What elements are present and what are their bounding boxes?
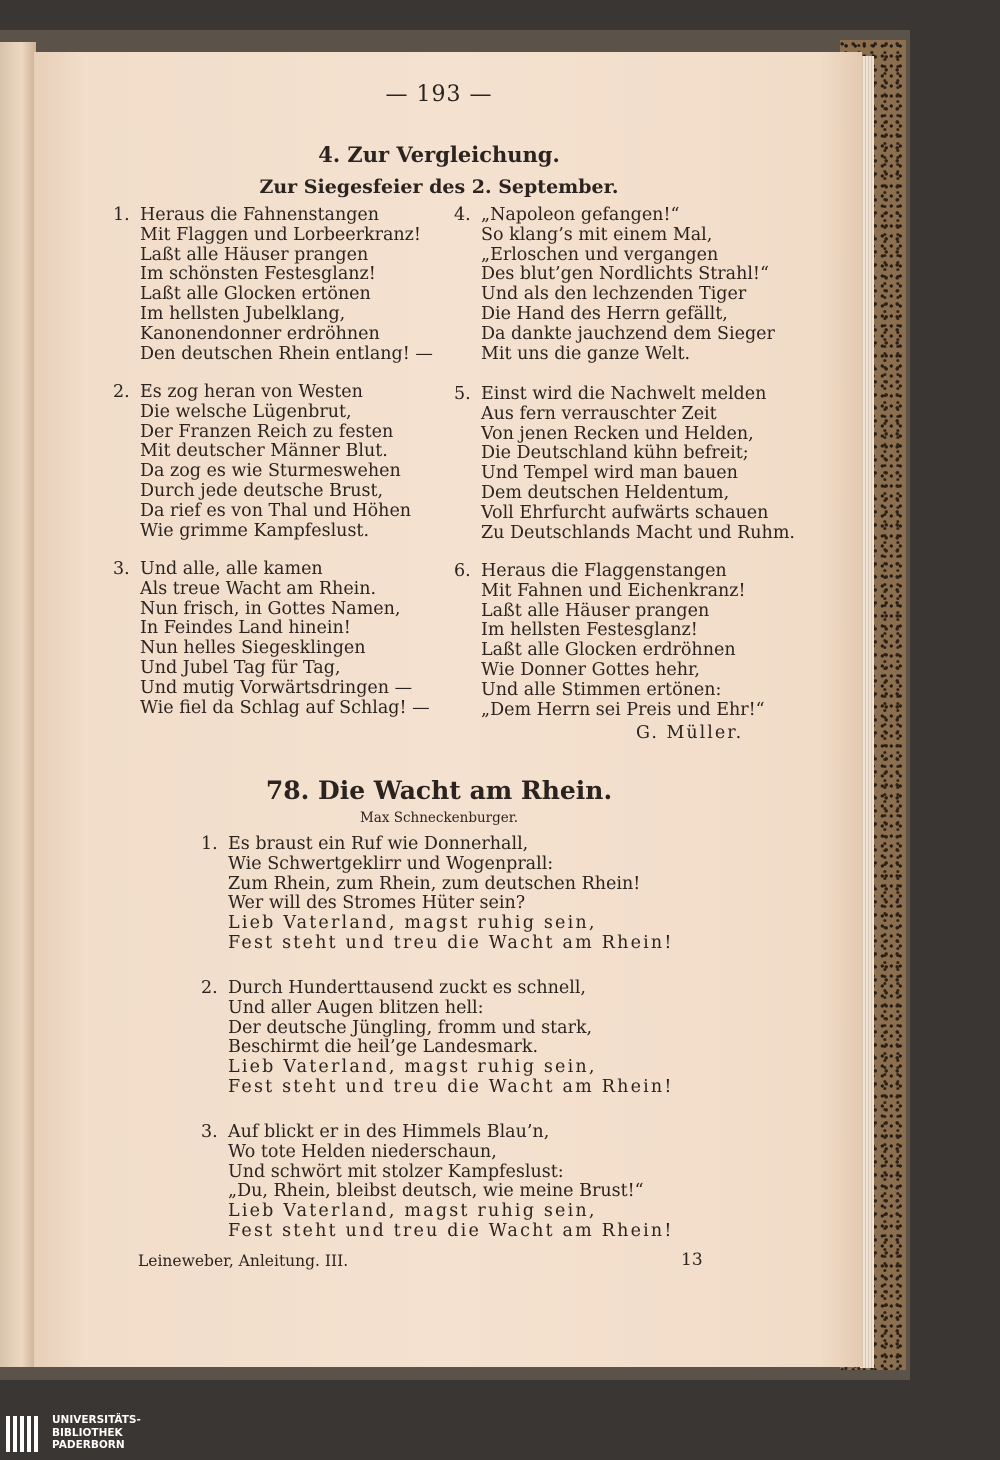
verse-line: Wie fiel da Schlag auf Schlag! — — [140, 697, 430, 718]
logo-line: UNIVERSITÄTS- — [52, 1414, 141, 1426]
verse-line: Zu Deutschlands Macht und Ruhm. — [481, 522, 795, 543]
verse-line: Wer will des Stromes Hüter sein? — [228, 893, 526, 914]
verse-line: Im hellsten Jubelklang, — [140, 303, 346, 324]
verse-line: Heraus die Flaggenstangen — [481, 561, 727, 581]
verse-line: Einst wird die Nachwelt melden — [481, 384, 767, 404]
verse-line: Mit uns die ganze Welt. — [481, 343, 691, 364]
verse-line: Und aller Augen blitzen hell: — [228, 997, 484, 1018]
verse-line: Wie Donner Gottes hehr, — [481, 659, 700, 680]
library-logo-icon — [6, 1416, 40, 1452]
verse-line: Voll Ehrfurcht aufwärts schauen — [481, 502, 769, 523]
song-stanza-1 — [201, 834, 674, 954]
stanza-number: 4. — [454, 205, 471, 225]
verse-line: Und mutig Vorwärtsdringen — — [140, 677, 413, 698]
poem-stanza-2 — [113, 382, 412, 541]
verse-line: Und alle, alle kamen — [140, 559, 323, 579]
verse-line: Zum Rhein, zum Rhein, zum deutschen Rhein! — [228, 873, 641, 894]
refrain-line: Lieb Vaterland, magst ruhig sein, — [228, 1057, 597, 1078]
stanza-number: 3. — [201, 1122, 218, 1142]
verse-line: Da dankte jauchzend dem Sieger — [481, 323, 775, 344]
page-stack-edge — [860, 56, 874, 1368]
verse-line: Und alle Stimmen ertönen: — [481, 679, 722, 700]
logo-line: PADERBORN — [52, 1439, 125, 1451]
song-stanza-2 — [201, 978, 674, 1098]
verse-line: Laßt alle Häuser prangen — [481, 600, 710, 621]
verse-line: Auf blickt er in des Himmels Blau’n, — [228, 1122, 550, 1142]
footer-source: Leineweber, Anleitung. III. — [138, 1252, 349, 1270]
section-title: 4. Zur Vergleichung. — [318, 142, 560, 167]
verse-line: Nun helles Siegesklingen — [140, 638, 366, 659]
stanza-number: 2. — [201, 978, 218, 998]
verse-line: Die welsche Lügenbrut, — [140, 401, 352, 422]
library-logo-text — [52, 1414, 141, 1452]
song-stanza-3 — [201, 1122, 674, 1242]
poem-author: G. Müller. — [636, 723, 744, 743]
stanza-number: 1. — [113, 205, 130, 225]
poem-stanza-5 — [454, 384, 795, 543]
verse-line: Dem deutschen Heldentum, — [481, 482, 730, 503]
verse-line: Im hellsten Festesglanz! — [481, 620, 698, 641]
verse-line: Die Deutschland kühn befreit; — [481, 443, 749, 464]
verse-line: In Feindes Land hinein! — [140, 618, 351, 639]
verse-line: Aus fern verrauschter Zeit — [481, 403, 717, 424]
verse-line: Laßt alle Häuser prangen — [140, 244, 369, 265]
refrain-line: Fest steht und treu die Wacht am Rhein! — [228, 1076, 674, 1097]
verse-line: Es zog heran von Westen — [140, 382, 363, 402]
verse-line: Heraus die Fahnenstangen — [140, 205, 380, 225]
book-page — [34, 52, 862, 1367]
verse-line: Und als den lechzenden Tiger — [481, 284, 747, 305]
verse-line: Da rief es von Thal und Höhen — [140, 500, 412, 521]
verse-line: Wo tote Helden niederschaun, — [228, 1141, 497, 1162]
verse-line: „Erloschen und vergangen — [481, 244, 719, 265]
verse-line: Von jenen Recken und Helden, — [481, 423, 754, 444]
verse-line: Wie grimme Kampfeslust. — [140, 520, 370, 541]
verse-line: Mit Flaggen und Lorbeerkranz! — [140, 224, 421, 245]
signature-mark: 13 — [681, 1250, 703, 1270]
poem-title: Zur Siegesfeier des 2. September. — [259, 176, 619, 198]
stanza-number: 2. — [113, 382, 130, 402]
verse-line: Es braust ein Ruf wie Donnerhall, — [228, 834, 529, 854]
verse-line: „Napoleon gefangen!“ — [481, 205, 680, 225]
poem-stanza-4 — [454, 205, 775, 364]
verse-line: Da zog es wie Sturmeswehen — [140, 461, 401, 482]
verse-line: Durch jede deutsche Brust, — [140, 480, 384, 501]
verse-line: Laßt alle Glocken ertönen — [140, 284, 371, 305]
stanza-number: 6. — [454, 561, 471, 581]
verse-line: „Du, Rhein, bleibst deutsch, wie meine Brust!“ — [228, 1181, 644, 1202]
poem-stanza-3 — [113, 559, 430, 718]
poem-stanza-6 — [454, 561, 765, 720]
verse-line: Als treue Wacht am Rhein. — [140, 578, 377, 599]
verse-line: Und Tempel wird man bauen — [481, 463, 738, 484]
poem-stanza-1 — [113, 205, 433, 364]
song-author: Max Schneckenburger. — [359, 810, 519, 826]
verse-line: Im schönsten Festesglanz! — [140, 264, 376, 285]
verse-line: Nun frisch, in Gottes Namen, — [140, 598, 401, 619]
stanza-number: 3. — [113, 559, 130, 579]
stanza-number: 5. — [454, 384, 471, 404]
refrain-line: Fest steht und treu die Wacht am Rhein! — [228, 932, 674, 953]
refrain-line: Lieb Vaterland, magst ruhig sein, — [228, 913, 597, 934]
logo-line: BIBLIOTHEK — [52, 1426, 123, 1439]
verse-line: Die Hand des Herrn gefällt, — [481, 303, 728, 324]
refrain-line: Fest steht und treu die Wacht am Rhein! — [228, 1220, 674, 1241]
library-logo-bar — [0, 1410, 1000, 1460]
verse-line: „Dem Herrn sei Preis und Ehr!“ — [481, 699, 765, 720]
verse-line: Und schwört mit stolzer Kampfeslust: — [228, 1161, 564, 1182]
song-title: 78. Die Wacht am Rhein. — [265, 776, 613, 805]
verse-line: Des blut’gen Nordlichts Strahl!“ — [481, 264, 769, 285]
verse-line: Beschirmt die heil’ge Landesmark. — [228, 1037, 539, 1058]
verse-line: Wie Schwertgeklirr und Wogenprall: — [228, 853, 554, 874]
verse-line: So klang’s mit einem Mal, — [481, 224, 713, 245]
stanza-number: 1. — [201, 834, 218, 854]
left-page-edge — [0, 42, 36, 1367]
verse-line: Kanonendonner erdröhnen — [140, 323, 380, 344]
verse-line: Der Franzen Reich zu festen — [140, 421, 394, 442]
verse-line: Durch Hunderttausend zuckt es schnell, — [228, 978, 586, 998]
verse-line: Mit deutscher Männer Blut. — [140, 441, 388, 462]
verse-line: Der deutsche Jüngling, fromm und stark, — [228, 1017, 593, 1038]
refrain-line: Lieb Vaterland, magst ruhig sein, — [228, 1201, 597, 1222]
verse-line: Und Jubel Tag für Tag, — [140, 657, 341, 678]
verse-line: Laßt alle Glocken erdröhnen — [481, 640, 736, 661]
verse-line: Den deutschen Rhein entlang! — — [140, 343, 433, 364]
page-number: — 193 — — [385, 82, 493, 107]
verse-line: Mit Fahnen und Eichenkranz! — [481, 580, 746, 601]
